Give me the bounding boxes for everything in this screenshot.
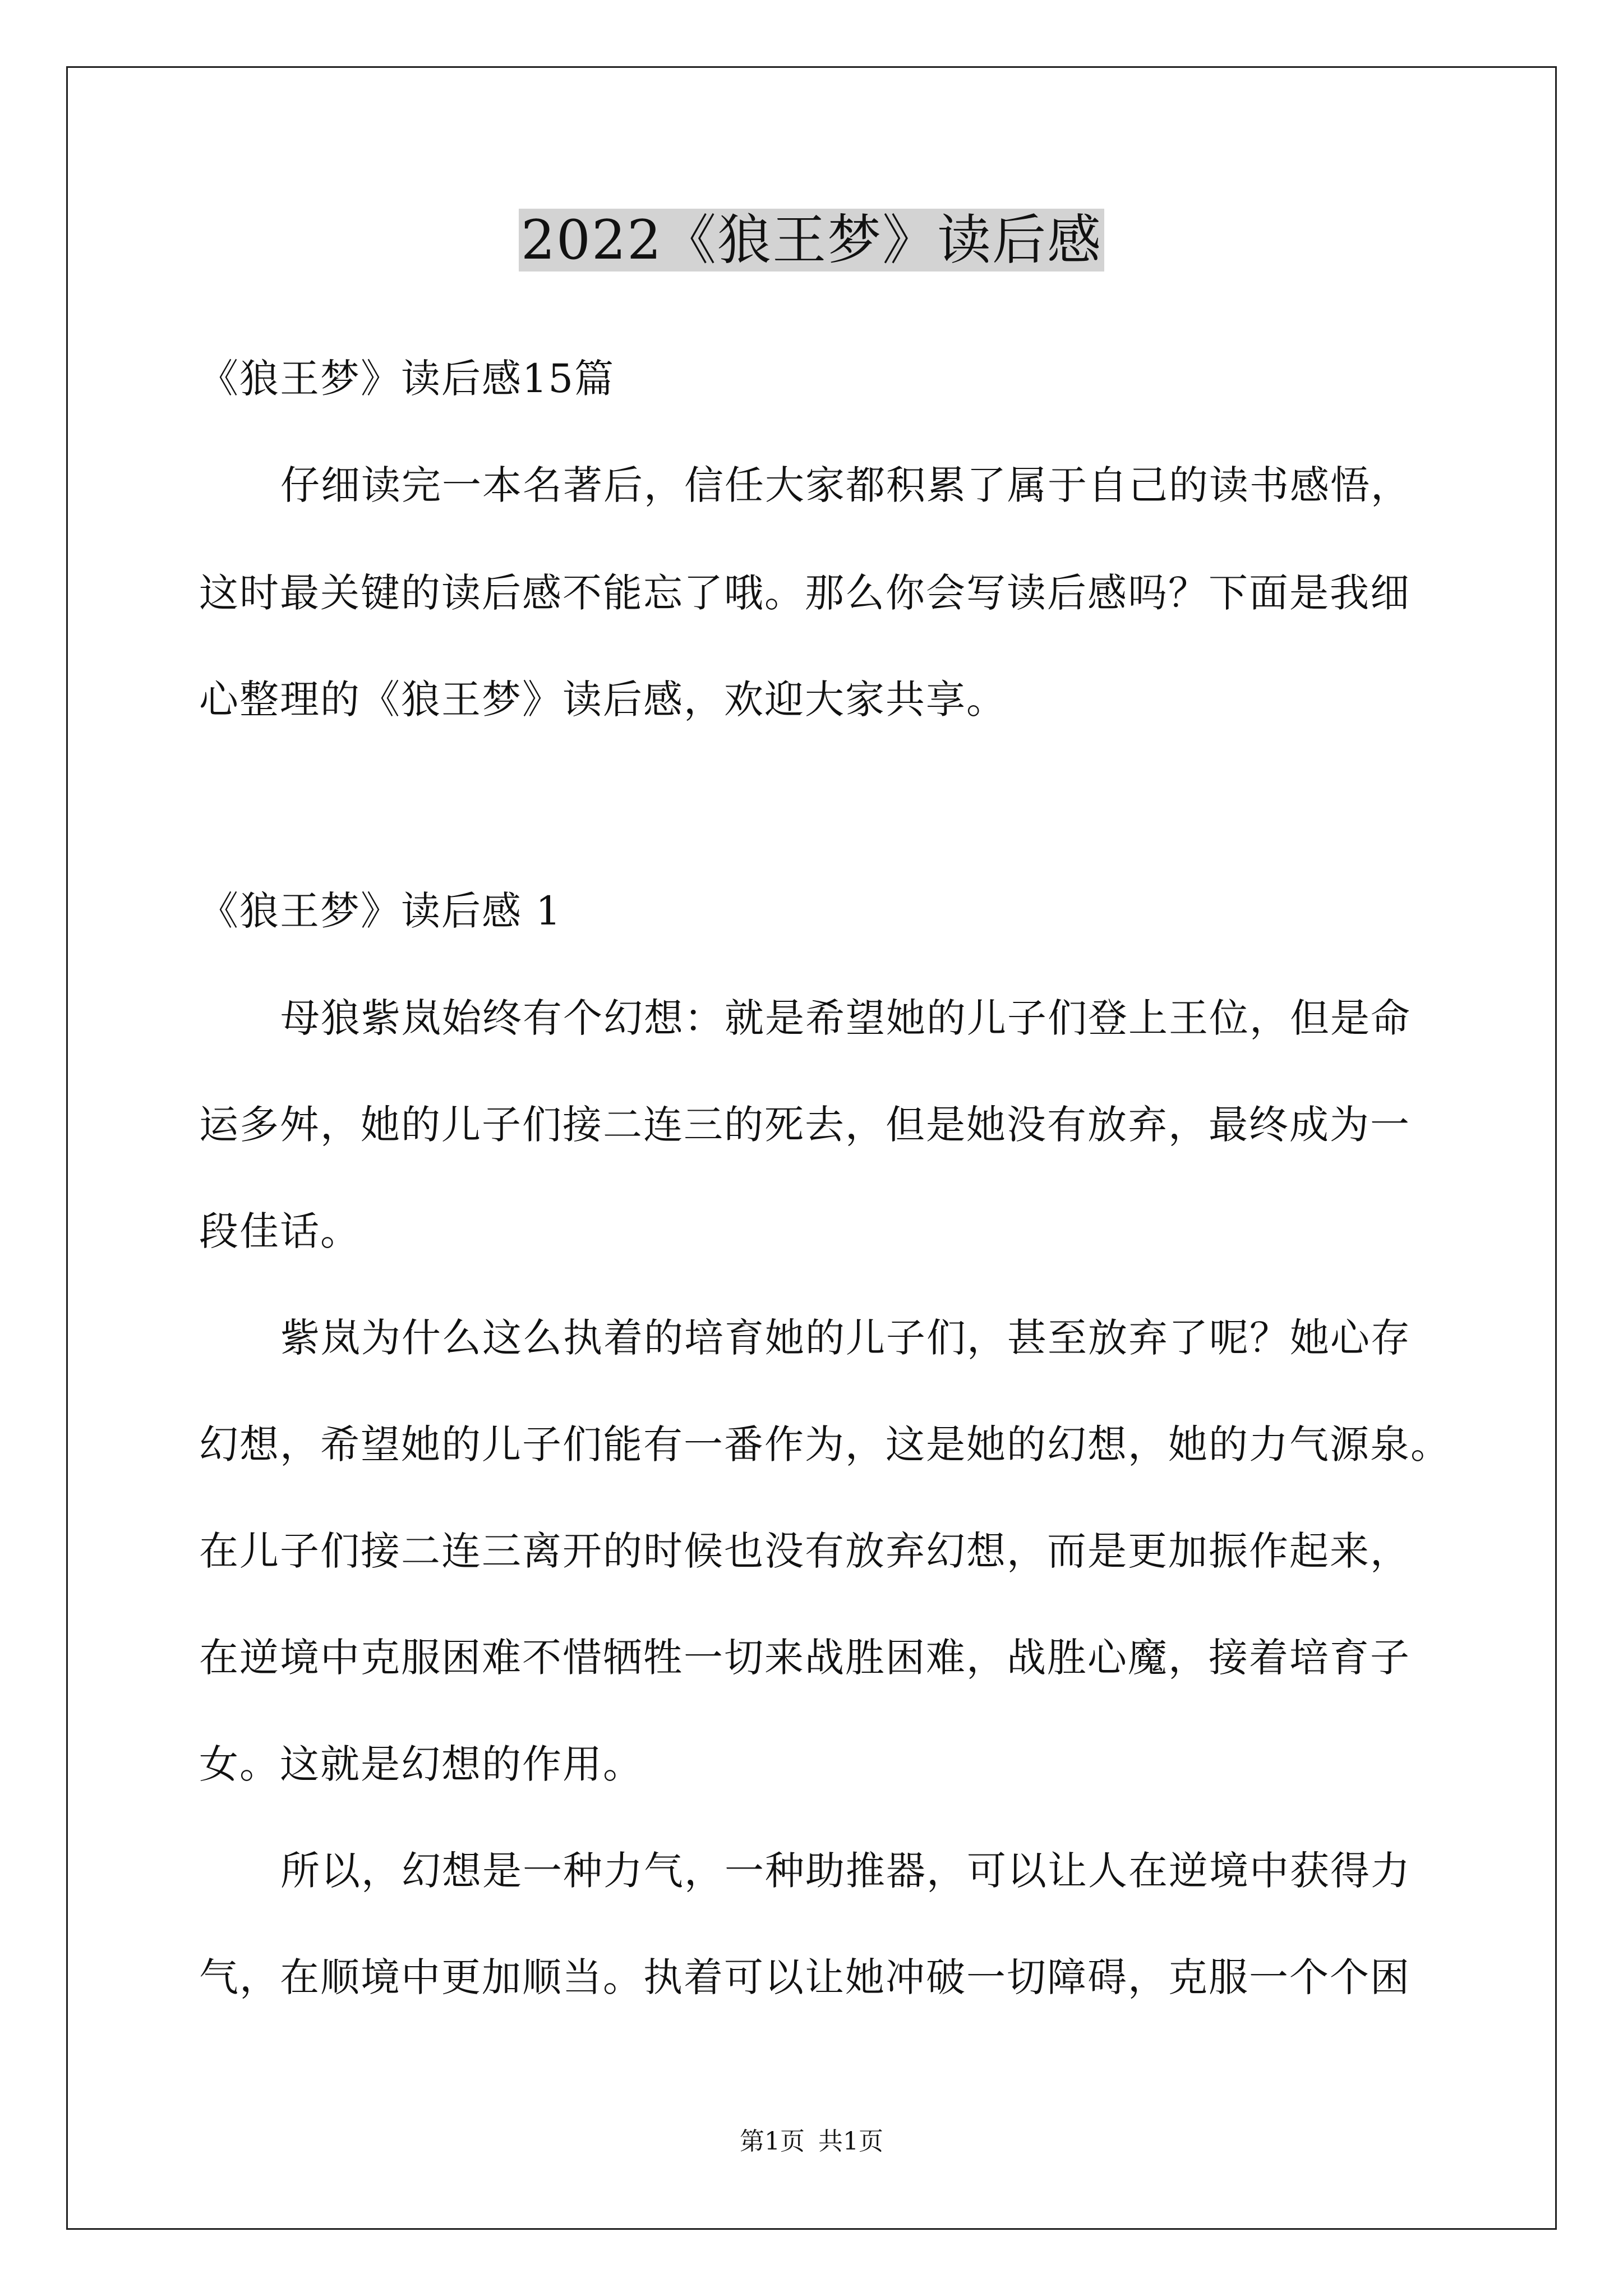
paragraph1-line-3: 段佳话。 — [199, 1208, 361, 1254]
page-footer: 第1页 共1页 — [740, 2127, 883, 2156]
paragraph1-line-2: 运多舛，她的儿子们接二连三的死去，但是她没有放弃，最终成为一 — [199, 1102, 1410, 1148]
document-title — [0, 201, 1623, 279]
intro-line-1: 仔细读完一本名著后，信任大家都积累了属于自己的读书感悟， — [280, 462, 1411, 508]
paragraph2-line-3: 在儿子们接二连三离开的时候也没有放弃幻想，而是更加振作起来， — [199, 1528, 1410, 1574]
paragraph1-line-1: 母狼紫岚始终有个幻想：就是希望她的儿子们登上王位，但是命 — [280, 995, 1411, 1041]
intro-line-3: 心整理的《狼王梦》读后感，欢迎大家共享。 — [199, 677, 1007, 723]
intro-line-2: 这时最关键的读后感不能忘了哦。那么你会写读后感吗？下面是我细 — [199, 570, 1410, 616]
title-text: 2022《狼王梦》读后感 — [519, 209, 1104, 272]
paragraph2-line-5: 女。这就是幻想的作用。 — [199, 1741, 643, 1787]
paragraph2-line-4: 在逆境中克服困难不惜牺牲一切来战胜困难，战胜心魔，接着培育子 — [199, 1635, 1410, 1681]
paragraph3-line-2: 气，在顺境中更加顺当。执着可以让她冲破一切障碍，克服一个个困 — [199, 1954, 1410, 2000]
section-heading: 《狼王梦》读后感 1 — [199, 888, 562, 934]
paragraph2-line-2: 幻想，希望她的儿子们能有一番作为，这是她的幻想，她的力气源泉。 — [199, 1421, 1451, 1467]
subtitle: 《狼王梦》读后感15篇 — [199, 356, 615, 402]
paragraph3-line-1: 所以，幻想是一种力气，一种助推器，可以让人在逆境中获得力 — [280, 1848, 1411, 1894]
paragraph2-line-1: 紫岚为什么这么执着的培育她的儿子们，甚至放弃了呢？她心存 — [280, 1315, 1411, 1361]
